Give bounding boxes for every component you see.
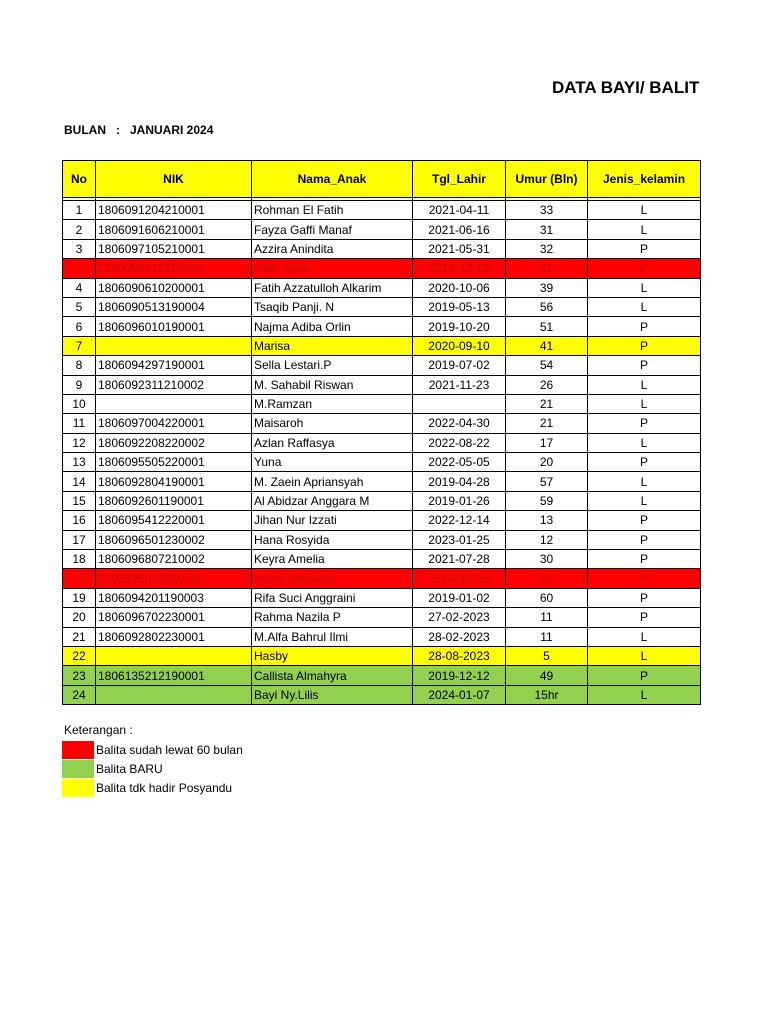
cell-nik: 1806091204210001 — [96, 201, 252, 220]
cell-tgl-lahir: 2018-12-16 — [413, 259, 506, 278]
cell-jenis-kelamin: L — [588, 375, 701, 394]
header-nama-anak: Nama_Anak — [252, 161, 413, 198]
cell-nama-anak: M.Ramzan — [252, 394, 413, 413]
cell-jenis-kelamin: P — [588, 239, 701, 258]
cell-umur: 21 — [506, 414, 588, 433]
cell-umur: 59 — [506, 491, 588, 510]
table-row — [63, 569, 701, 588]
cell-umur: 61 — [506, 569, 588, 588]
cell-no: 2 — [63, 220, 96, 239]
cell-umur: 33 — [506, 201, 588, 220]
cell-tgl-lahir: 2022-04-30 — [413, 414, 506, 433]
page-title: DATA BAYI/ BALIT — [552, 78, 700, 97]
cell-tgl-lahir: 2020-10-06 — [413, 278, 506, 297]
cell-umur: 12 — [506, 530, 588, 549]
cell-nama-anak: Fayza Gaffi Manaf — [252, 220, 413, 239]
cell-jenis-kelamin: P — [588, 259, 701, 278]
cell-nik: 1806092804190001 — [96, 472, 252, 491]
cell-umur: 20 — [506, 453, 588, 472]
table-row — [63, 336, 701, 355]
cell-jenis-kelamin: P — [588, 511, 701, 530]
cell-nik: 1806097004220001 — [96, 414, 252, 433]
cell-tgl-lahir: 2019-05-13 — [413, 297, 506, 316]
cell-nik: 1806095412220001 — [96, 511, 252, 530]
table-row — [63, 433, 701, 452]
cell-nama-anak: M.Alfa Bahrul Ilmi — [252, 627, 413, 646]
cell-no: 14 — [63, 472, 96, 491]
cell-tgl-lahir: 28-02-2023 — [413, 627, 506, 646]
header-tgl-lahir: Tgl_Lahir — [413, 161, 506, 198]
legend-item — [62, 759, 243, 778]
cell-nik: 1806092311210002 — [96, 375, 252, 394]
cell-nama-anak: Hasby — [252, 646, 413, 665]
cell-no — [63, 259, 96, 278]
header-jenis-kelamin: Jenis_kelamin — [588, 161, 701, 198]
cell-no: 24 — [63, 685, 96, 704]
cell-umur: 39 — [506, 278, 588, 297]
table-row — [63, 375, 701, 394]
cell-umur: 11 — [506, 627, 588, 646]
cell-no: 1 — [63, 201, 96, 220]
cell-no: 11 — [63, 414, 96, 433]
cell-nama-anak: Maisaroh — [252, 414, 413, 433]
cell-no: 15 — [63, 491, 96, 510]
cell-umur: 5 — [506, 646, 588, 665]
cell-tgl-lahir: 2019-12-12 — [413, 666, 506, 685]
legend-title: Keterangan : — [64, 723, 133, 737]
table-body — [63, 198, 701, 705]
cell-nik: 1806095505220001 — [96, 453, 252, 472]
cell-tgl-lahir: 2021-11-23 — [413, 375, 506, 394]
cell-umur: 49 — [506, 666, 588, 685]
table-header-row — [63, 161, 701, 198]
cell-umur: 26 — [506, 375, 588, 394]
table-row — [63, 259, 701, 278]
cell-umur: 15hr — [506, 685, 588, 704]
cell-no: 16 — [63, 511, 96, 530]
cell-tgl-lahir: 2022-05-05 — [413, 453, 506, 472]
legend-item — [62, 740, 243, 759]
legend — [62, 740, 243, 797]
cell-no: 13 — [63, 453, 96, 472]
cell-no: 23 — [63, 666, 96, 685]
legend-item — [62, 778, 243, 797]
cell-jenis-kelamin: L — [588, 685, 701, 704]
table-row — [63, 646, 701, 665]
cell-nik: 1806097105210001 — [96, 239, 252, 258]
legend-color-swatch — [62, 779, 94, 797]
cell-no: 8 — [63, 356, 96, 375]
cell-tgl-lahir: 2024-01-07 — [413, 685, 506, 704]
cell-tgl-lahir: 2021-07-28 — [413, 550, 506, 569]
table-row — [63, 317, 701, 336]
cell-no: 20 — [63, 608, 96, 627]
table-row — [63, 491, 701, 510]
cell-no: 9 — [63, 375, 96, 394]
cell-jenis-kelamin: L — [588, 220, 701, 239]
table-row — [63, 414, 701, 433]
cell-nik: 1806135212190001 — [96, 666, 252, 685]
table-row — [63, 666, 701, 685]
cell-jenis-kelamin: P — [588, 666, 701, 685]
cell-nama-anak: Callista Almahyra — [252, 666, 413, 685]
header-nik: NIK — [96, 161, 252, 198]
cell-tgl-lahir: 2022-08-22 — [413, 433, 506, 452]
month-label: BULAN : JANUARI 2024 — [64, 123, 214, 137]
cell-nama-anak: Rohman El Fatih — [252, 201, 413, 220]
cell-no: 17 — [63, 530, 96, 549]
cell-tgl-lahir: 2023-01-25 — [413, 530, 506, 549]
legend-label: Balita sudah lewat 60 bulan — [96, 742, 243, 757]
cell-tgl-lahir: 2018-12-18 — [413, 569, 506, 588]
cell-nik: 1806096010190001 — [96, 317, 252, 336]
cell-no: 18 — [63, 550, 96, 569]
cell-tgl-lahir: 2019-07-02 — [413, 356, 506, 375]
cell-no: 3 — [63, 239, 96, 258]
cell-umur: 11 — [506, 608, 588, 627]
cell-no: 7 — [63, 336, 96, 355]
cell-tgl-lahir: 2021-04-11 — [413, 201, 506, 220]
cell-nama-anak: Murni Setiawati — [252, 569, 413, 588]
cell-nama-anak: Rifa Suci Anggraini — [252, 588, 413, 607]
legend-label: Balita tdk hadir Posyandu — [96, 780, 233, 795]
cell-umur: 51 — [506, 317, 588, 336]
cell-no: 4 — [63, 278, 96, 297]
cell-umur: 61 — [506, 259, 588, 278]
table-row — [63, 511, 701, 530]
cell-jenis-kelamin: L — [588, 297, 701, 316]
cell-nama-anak: M. Zaein Apriansyah — [252, 472, 413, 491]
table-row — [63, 201, 701, 220]
cell-tgl-lahir: 2022-12-14 — [413, 511, 506, 530]
cell-nik — [96, 685, 252, 704]
cell-nik: 1806096702230001 — [96, 608, 252, 627]
cell-jenis-kelamin: P — [588, 414, 701, 433]
cell-nik — [96, 394, 252, 413]
cell-no: 19 — [63, 588, 96, 607]
cell-umur: 30 — [506, 550, 588, 569]
table-row — [63, 608, 701, 627]
cell-umur: 41 — [506, 336, 588, 355]
cell-jenis-kelamin: L — [588, 201, 701, 220]
cell-jenis-kelamin: L — [588, 278, 701, 297]
cell-no: 12 — [63, 433, 96, 452]
cell-nik: 1806092601190001 — [96, 491, 252, 510]
cell-nik: 1806092802230001 — [96, 627, 252, 646]
table-row — [63, 453, 701, 472]
cell-tgl-lahir: 2019-01-02 — [413, 588, 506, 607]
cell-no — [63, 569, 96, 588]
legend-color-swatch — [62, 741, 94, 759]
cell-jenis-kelamin: L — [588, 627, 701, 646]
cell-umur: 32 — [506, 239, 588, 258]
cell-no: 5 — [63, 297, 96, 316]
cell-nama-anak: Tsaqib Panji. N — [252, 297, 413, 316]
cell-nik: 1806092208220002 — [96, 433, 252, 452]
legend-color-swatch — [62, 760, 94, 778]
cell-nama-anak: Hana Rosyida — [252, 530, 413, 549]
cell-jenis-kelamin: L — [588, 646, 701, 665]
cell-nama-anak: Yuna — [252, 453, 413, 472]
cell-no: 10 — [63, 394, 96, 413]
cell-umur: 17 — [506, 433, 588, 452]
table-row — [63, 530, 701, 549]
cell-nama-anak: Azlan Raffasya — [252, 433, 413, 452]
cell-jenis-kelamin: P — [588, 356, 701, 375]
cell-jenis-kelamin: L — [588, 433, 701, 452]
cell-tgl-lahir: 2021-05-31 — [413, 239, 506, 258]
cell-nama-anak: Keyra Amelia — [252, 550, 413, 569]
cell-tgl-lahir: 2020-09-10 — [413, 336, 506, 355]
cell-nama-anak: Fatih Azzatulloh Alkarim — [252, 278, 413, 297]
table-row — [63, 278, 701, 297]
cell-tgl-lahir: 27-02-2023 — [413, 608, 506, 627]
cell-tgl-lahir — [413, 394, 506, 413]
table-row — [63, 394, 701, 413]
cell-umur: 13 — [506, 511, 588, 530]
cell-no: 6 — [63, 317, 96, 336]
cell-nama-anak: Rahma Nazila P — [252, 608, 413, 627]
cell-nik: 1806095612180001 — [96, 259, 252, 278]
cell-nik — [96, 336, 252, 355]
cell-nama-anak: Jihan Nur Izzati — [252, 511, 413, 530]
cell-jenis-kelamin: L — [588, 491, 701, 510]
table-row — [63, 356, 701, 375]
table-row — [63, 297, 701, 316]
cell-jenis-kelamin: P — [588, 550, 701, 569]
cell-tgl-lahir: 2021-06-16 — [413, 220, 506, 239]
cell-nik: 1806090610200001 — [96, 278, 252, 297]
cell-umur: 60 — [506, 588, 588, 607]
cell-nik: 1806096501230002 — [96, 530, 252, 549]
cell-nik: 1806095812180001 — [96, 569, 252, 588]
cell-jenis-kelamin: P — [588, 530, 701, 549]
cell-nik: 1806090513190004 — [96, 297, 252, 316]
header-no: No — [63, 161, 96, 198]
cell-tgl-lahir: 2019-01-26 — [413, 491, 506, 510]
cell-jenis-kelamin: P — [588, 588, 701, 607]
cell-umur: 21 — [506, 394, 588, 413]
cell-jenis-kelamin: P — [588, 317, 701, 336]
header-umur: Umur (Bln) — [506, 161, 588, 198]
cell-nik: 1806094297190001 — [96, 356, 252, 375]
cell-nama-anak: M. Sahabil Riswan — [252, 375, 413, 394]
table-row — [63, 685, 701, 704]
table-row — [63, 220, 701, 239]
cell-tgl-lahir: 2019-04-28 — [413, 472, 506, 491]
cell-jenis-kelamin: P — [588, 608, 701, 627]
cell-nik — [96, 646, 252, 665]
cell-umur: 57 — [506, 472, 588, 491]
cell-nama-anak: Marisa — [252, 336, 413, 355]
cell-jenis-kelamin: P — [588, 569, 701, 588]
cell-nik: 1806096807210002 — [96, 550, 252, 569]
cell-nama-anak: Sella Lestari.P — [252, 356, 413, 375]
table-row — [63, 472, 701, 491]
cell-nama-anak: Najma Adiba Orlin — [252, 317, 413, 336]
table-row — [63, 588, 701, 607]
cell-umur: 54 — [506, 356, 588, 375]
cell-nama-anak: intan aqila — [252, 259, 413, 278]
cell-no: 21 — [63, 627, 96, 646]
cell-umur: 31 — [506, 220, 588, 239]
cell-no: 22 — [63, 646, 96, 665]
cell-jenis-kelamin: L — [588, 472, 701, 491]
cell-jenis-kelamin: P — [588, 336, 701, 355]
cell-umur: 56 — [506, 297, 588, 316]
cell-tgl-lahir: 2019-10-20 — [413, 317, 506, 336]
cell-tgl-lahir: 28-08-2023 — [413, 646, 506, 665]
cell-nama-anak: Bayi Ny.Lilis — [252, 685, 413, 704]
legend-label: Balita BARU — [96, 761, 163, 776]
table-row — [63, 239, 701, 258]
baby-data-table — [62, 160, 701, 705]
cell-nik: 1806094201190003 — [96, 588, 252, 607]
cell-nama-anak: Al Abidzar Anggara M — [252, 491, 413, 510]
table-row — [63, 550, 701, 569]
cell-jenis-kelamin: P — [588, 453, 701, 472]
table-row — [63, 627, 701, 646]
cell-nama-anak: Azzira Anindita — [252, 239, 413, 258]
cell-jenis-kelamin: L — [588, 394, 701, 413]
cell-nik: 1806091606210001 — [96, 220, 252, 239]
